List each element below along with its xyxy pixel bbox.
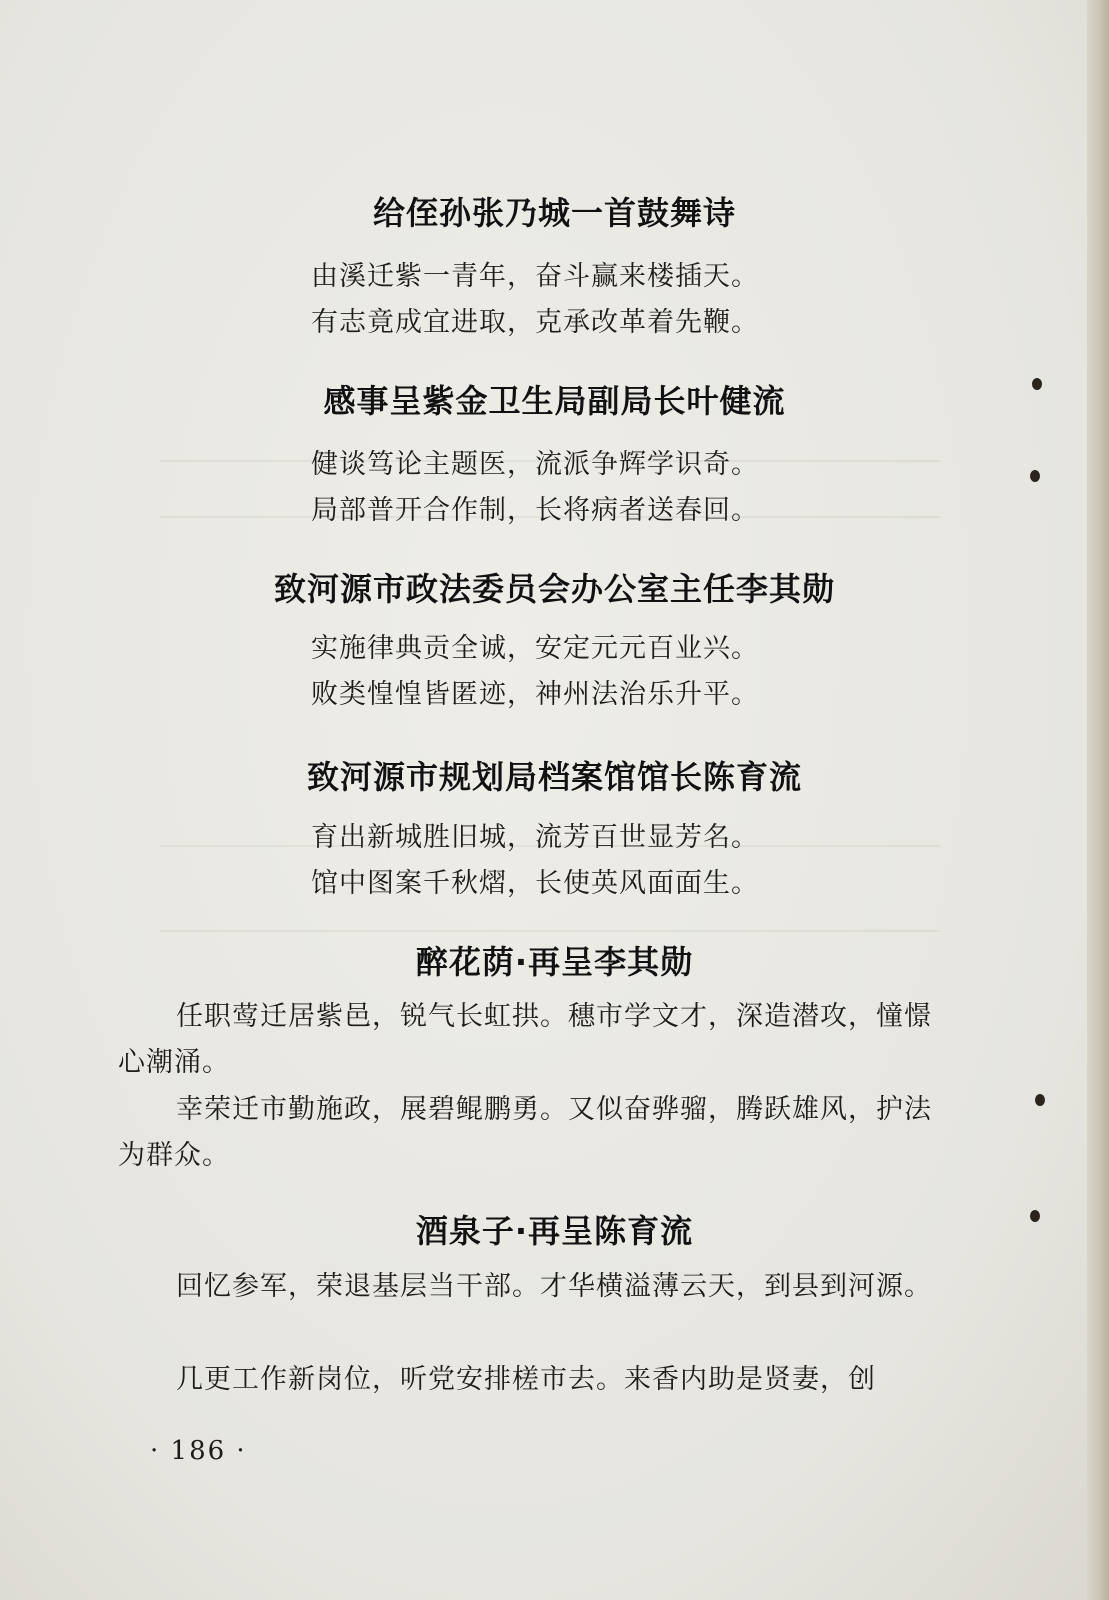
binding-mark — [1030, 1210, 1040, 1222]
binding-mark — [1032, 378, 1042, 390]
verse-line: 育出新城胜旧城，流芳百世显芳名。 — [311, 822, 759, 853]
prose-paragraph: 任职莺迁居紫邑，锐气长虹拱。穗市学文才，深造潜攻，憧憬心潮涌。 — [118, 1001, 932, 1078]
poem-title: 醉花荫·再呈李其勋 — [415, 943, 694, 981]
verse-line: 健谈笃论主题医，流派争辉学识奇。 — [311, 449, 759, 480]
prose-paragraph: 幸荣迁市勤施政，展碧鲲鹏勇。又似奋骅骝，腾跃雄风，护法为群众。 — [118, 1094, 932, 1171]
prose-paragraph: 回忆参军，荣退基层当干部。才华横溢薄云天，到县到河源。 — [176, 1271, 932, 1302]
binding-mark — [1030, 470, 1040, 482]
verse-line: 实施律典贡全诚，安定元元百业兴。 — [311, 633, 759, 664]
poem-title: 致河源市政法委员会办公室主任李其勋 — [273, 570, 835, 608]
verse-line: 由溪迁紫一青年，奋斗赢来楼插天。 — [311, 261, 759, 292]
page-edge — [1087, 0, 1109, 1600]
page-number: · 186 · — [150, 1436, 247, 1466]
poem-title: 给侄孙张乃城一首鼓舞诗 — [372, 194, 736, 232]
verse-line: 局部普开合作制，长将病者送春回。 — [311, 495, 759, 526]
bleed-through — [160, 930, 940, 932]
binding-mark — [1035, 1094, 1045, 1106]
verse-line: 有志竟成宜进取，克承改革着先鞭。 — [311, 307, 759, 338]
verse-line: 馆中图案千秋熠，长使英风面面生。 — [311, 868, 759, 899]
poem-title: 致河源市规划局档案馆馆长陈育流 — [306, 758, 802, 796]
prose-paragraph: 几更工作新岗位，听党安排槎市去。来香内助是贤妻，创 — [176, 1364, 876, 1395]
verse-line: 败类惶惶皆匿迹，神州法治乐升平。 — [311, 679, 759, 710]
poem-title: 酒泉子·再呈陈育流 — [415, 1212, 694, 1250]
poem-title: 感事呈紫金卫生局副局长叶健流 — [323, 382, 786, 420]
